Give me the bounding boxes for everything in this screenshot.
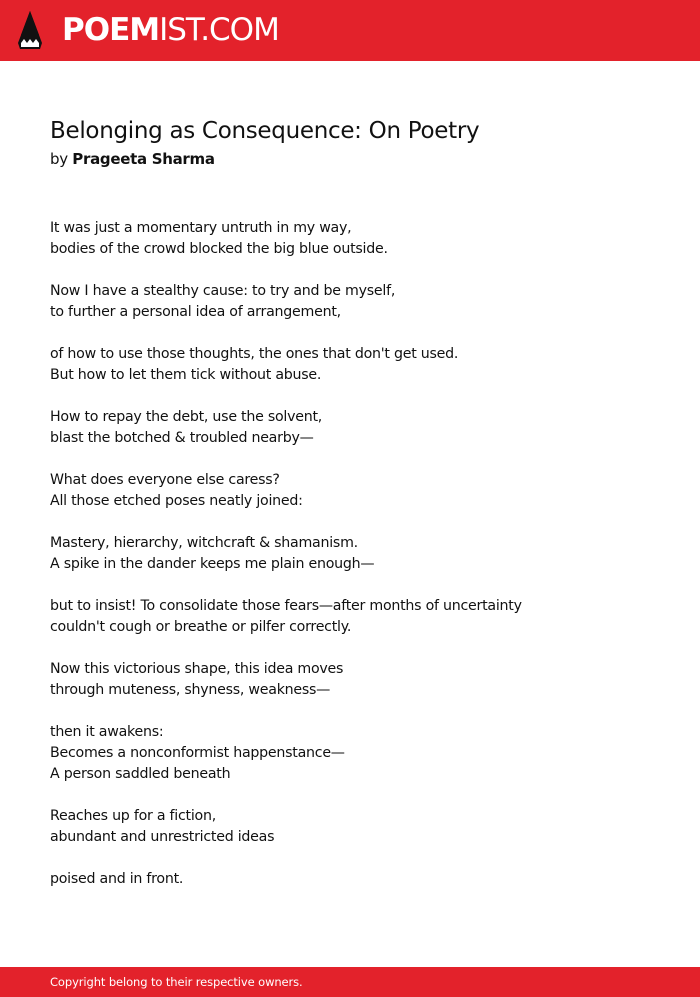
poem-line: Becomes a nonconformist happenstance—	[50, 745, 345, 761]
poem-stanza	[50, 806, 650, 848]
poem-line: How to repay the debt, use the solvent,	[50, 409, 323, 425]
poem-body	[50, 218, 650, 911]
poem-line: through muteness, shyness, weakness—	[50, 682, 331, 698]
poem-stanza	[50, 869, 650, 890]
poem-stanza	[50, 722, 650, 785]
poem-line: Now I have a stealthy cause: to try and be myself,	[50, 283, 396, 299]
site-logo[interactable]	[62, 11, 279, 49]
poem-title: Belonging as Consequence: On Poetry	[50, 118, 480, 144]
poem-line: A person saddled beneath	[50, 766, 231, 782]
poem-line: to further a personal idea of arrangement,	[50, 304, 341, 320]
author-name: Prageeta Sharma	[72, 150, 215, 168]
poem-line: poised and in front.	[50, 871, 184, 887]
poem-line: but to insist! To consolidate those fears—after months of uncertainty	[50, 598, 522, 614]
logo-bold-text: POEM	[62, 12, 160, 48]
poem-line: of how to use those thoughts, the ones that don't get used.	[50, 346, 459, 362]
copyright-text: Copyright belong to their respective owners.	[50, 975, 303, 989]
poem-stanza	[50, 407, 650, 449]
poem-line: A spike in the dander keeps me plain enough—	[50, 556, 375, 572]
poem-line: abundant and unrestricted ideas	[50, 829, 275, 845]
poem-line: But how to let them tick without abuse.	[50, 367, 322, 383]
poem-stanza	[50, 659, 650, 701]
poem-line: Reaches up for a fiction,	[50, 808, 216, 824]
poem-line: What does everyone else caress?	[50, 472, 280, 488]
pencil-icon	[17, 9, 43, 51]
poem-stanza	[50, 596, 650, 638]
poem-line: Mastery, hierarchy, witchcraft & shamanism.	[50, 535, 358, 551]
poem-line: then it awakens:	[50, 724, 164, 740]
by-label: by	[50, 150, 68, 168]
poem-line: blast the botched & troubled nearby—	[50, 430, 314, 446]
poem-stanza	[50, 533, 650, 575]
poem-stanza	[50, 344, 650, 386]
site-footer	[0, 967, 700, 997]
logo-light-text: IST.COM	[159, 12, 279, 48]
site-header	[0, 0, 700, 61]
poem-stanza	[50, 218, 650, 260]
poem-line: Now this victorious shape, this idea moves	[50, 661, 344, 677]
poem-line: bodies of the crowd blocked the big blue outside.	[50, 241, 388, 257]
poem-stanza	[50, 470, 650, 512]
poem-stanza	[50, 281, 650, 323]
poem-line: It was just a momentary untruth in my way,	[50, 220, 352, 236]
poem-line: couldn't cough or breathe or pilfer correctly.	[50, 619, 352, 635]
poem-line: All those etched poses neatly joined:	[50, 493, 303, 509]
byline	[50, 148, 215, 170]
